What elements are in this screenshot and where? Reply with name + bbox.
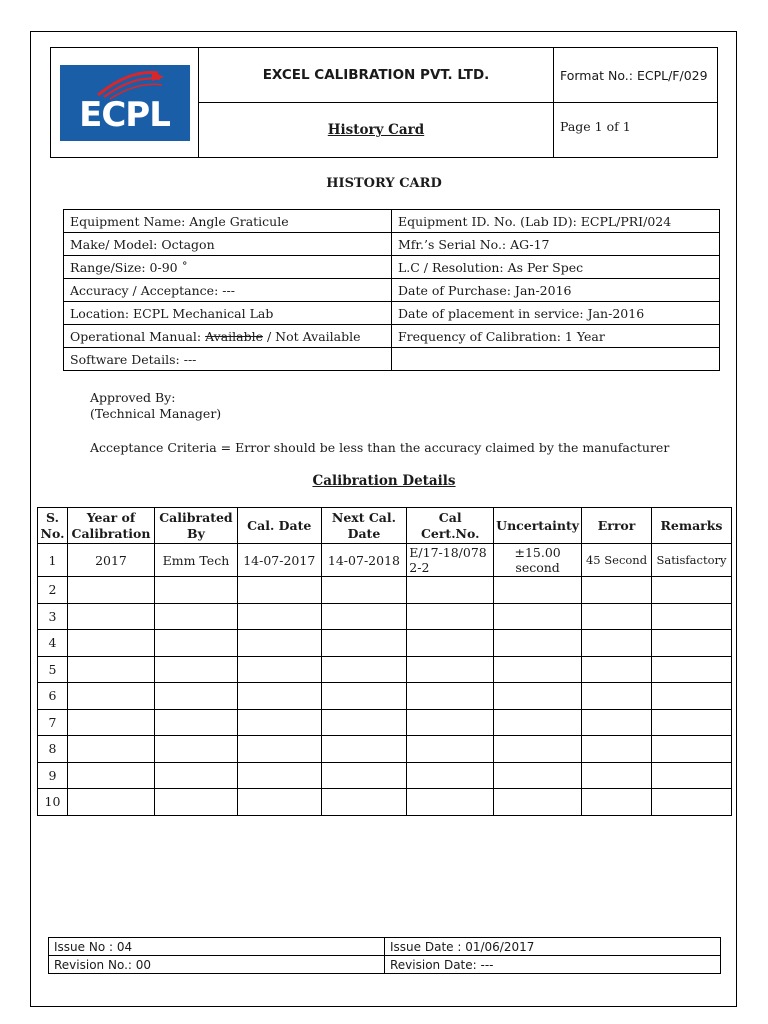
equipment-cell: Accuracy / Acceptance: --- — [64, 279, 392, 302]
calibration-row — [38, 683, 732, 710]
document-title: History Card — [199, 103, 554, 158]
calibration-cell — [237, 736, 321, 763]
calibration-cell — [237, 709, 321, 736]
equipment-cell: Equipment ID. No. (Lab ID): ECPL/PRI/024 — [392, 210, 720, 233]
logo-text: ECPL — [79, 94, 170, 135]
approved-by-label: Approved By: — [90, 390, 176, 405]
calibration-cell — [494, 736, 582, 763]
calibration-header: Cal Cert.No. — [407, 508, 494, 544]
equipment-table — [63, 209, 720, 371]
equipment-row — [64, 279, 720, 302]
calibration-cell — [67, 683, 154, 710]
calibration-cell — [651, 736, 731, 763]
calibration-cell: 45 Second — [582, 544, 652, 577]
calibration-cell — [494, 630, 582, 657]
equipment-cell: Mfr.’s Serial No.: AG-17 — [392, 233, 720, 256]
equipment-row — [64, 325, 720, 348]
calibration-cell: 14-07-2017 — [237, 544, 321, 577]
calibration-header: Calibrated By — [154, 508, 237, 544]
manual-available-struck: Available — [205, 328, 263, 344]
equipment-cell: Range/Size: 0-90 ˚ — [64, 256, 392, 279]
calibration-cell — [67, 656, 154, 683]
calibration-cell — [237, 762, 321, 789]
issue-date: Issue Date : 01/06/2017 — [385, 938, 721, 956]
calibration-cell — [494, 709, 582, 736]
calibration-row — [38, 603, 732, 630]
calibration-cell — [321, 603, 407, 630]
calibration-header: Remarks — [651, 508, 731, 544]
calibration-cell — [582, 789, 652, 816]
calibration-cell — [407, 656, 494, 683]
equipment-cell — [64, 325, 392, 348]
page-number: Page 1 of 1 — [554, 103, 718, 158]
calibration-cell — [154, 577, 237, 604]
calibration-cell: 4 — [38, 630, 68, 657]
calibration-cell — [67, 789, 154, 816]
calibration-cell — [154, 789, 237, 816]
equipment-row — [64, 302, 720, 325]
calibration-cell — [407, 762, 494, 789]
calibration-cell — [407, 709, 494, 736]
calibration-cell — [321, 709, 407, 736]
company-logo — [60, 65, 190, 141]
equipment-cell: Make/ Model: Octagon — [64, 233, 392, 256]
calibration-cell — [651, 709, 731, 736]
equipment-cell: Location: ECPL Mechanical Lab — [64, 302, 392, 325]
calibration-cell: Emm Tech — [154, 544, 237, 577]
calibration-cell: ±15.00 second — [494, 544, 582, 577]
calibration-header: Year of Calibration — [67, 508, 154, 544]
calibration-cell — [494, 789, 582, 816]
calibration-cell — [407, 789, 494, 816]
calibration-cell — [494, 656, 582, 683]
calibration-cell — [237, 577, 321, 604]
calibration-cell — [582, 603, 652, 630]
calibration-cell: 7 — [38, 709, 68, 736]
calibration-cell — [321, 630, 407, 657]
calibration-cell: 8 — [38, 736, 68, 763]
calibration-cell — [582, 683, 652, 710]
footer-table — [48, 937, 721, 974]
calibration-cell — [237, 789, 321, 816]
calibration-cell — [67, 603, 154, 630]
revision-number: Revision No.: 00 — [49, 956, 385, 974]
calibration-cell — [494, 603, 582, 630]
calibration-cell: 10 — [38, 789, 68, 816]
calibration-cell — [407, 683, 494, 710]
calibration-cell — [407, 577, 494, 604]
calibration-header: Uncertainty — [494, 508, 582, 544]
document-header — [50, 47, 718, 158]
calibration-header: S. No. — [38, 508, 68, 544]
manual-label: Operational Manual: — [70, 328, 202, 344]
calibration-header: Cal. Date — [237, 508, 321, 544]
equipment-cell: Frequency of Calibration: 1 Year — [392, 325, 720, 348]
calibration-cell — [407, 603, 494, 630]
company-name: EXCEL CALIBRATION PVT. LTD. — [199, 48, 554, 103]
calibration-cell — [494, 683, 582, 710]
calibration-cell — [321, 789, 407, 816]
approval-block — [90, 390, 221, 422]
calibration-cell — [651, 789, 731, 816]
equipment-row — [64, 233, 720, 256]
equipment-cell: Software Details: --- — [64, 348, 392, 371]
calibration-header: Error — [582, 508, 652, 544]
calibration-cell — [154, 762, 237, 789]
calibration-cell — [321, 656, 407, 683]
calibration-cell — [651, 683, 731, 710]
equipment-cell: Date of Purchase: Jan-2016 — [392, 279, 720, 302]
format-number: Format No.: ECPL/F/029 — [554, 48, 718, 103]
calibration-cell — [582, 709, 652, 736]
calibration-cell — [237, 603, 321, 630]
calibration-cell — [67, 577, 154, 604]
calibration-row — [38, 709, 732, 736]
issue-number: Issue No : 04 — [49, 938, 385, 956]
calibration-cell — [321, 762, 407, 789]
calibration-cell: 3 — [38, 603, 68, 630]
calibration-cell — [407, 630, 494, 657]
calibration-cell — [651, 603, 731, 630]
equipment-row — [64, 348, 720, 371]
calibration-cell — [154, 736, 237, 763]
calibration-cell: 5 — [38, 656, 68, 683]
calibration-cell — [651, 577, 731, 604]
calibration-cell — [321, 577, 407, 604]
calibration-row — [38, 577, 732, 604]
calibration-row — [38, 656, 732, 683]
revision-date: Revision Date: --- — [385, 956, 721, 974]
calibration-cell — [154, 656, 237, 683]
calibration-cell — [154, 630, 237, 657]
calibration-row — [38, 762, 732, 789]
calibration-row — [38, 736, 732, 763]
calibration-cell: 1 — [38, 544, 68, 577]
calibration-cell — [154, 683, 237, 710]
calibration-cell — [237, 656, 321, 683]
calibration-cell — [321, 736, 407, 763]
calibration-row — [38, 630, 732, 657]
calibration-cell — [582, 736, 652, 763]
page-title: HISTORY CARD — [326, 176, 442, 191]
calibration-title: Calibration Details — [312, 473, 456, 489]
calibration-cell: E/17-18/0782-2 — [407, 544, 494, 577]
calibration-cell: 2017 — [67, 544, 154, 577]
calibration-cell — [321, 683, 407, 710]
calibration-header: Next Cal. Date — [321, 508, 407, 544]
calibration-cell — [237, 683, 321, 710]
calibration-cell: Satisfactory — [651, 544, 731, 577]
calibration-cell — [582, 630, 652, 657]
calibration-table — [37, 507, 732, 816]
equipment-cell — [392, 348, 720, 371]
calibration-cell — [494, 577, 582, 604]
calibration-cell — [407, 736, 494, 763]
calibration-cell — [67, 630, 154, 657]
calibration-cell — [154, 709, 237, 736]
calibration-cell — [651, 630, 731, 657]
calibration-cell — [67, 736, 154, 763]
calibration-cell — [582, 656, 652, 683]
calibration-cell — [154, 603, 237, 630]
equipment-row — [64, 256, 720, 279]
calibration-cell: 2 — [38, 577, 68, 604]
calibration-cell: 9 — [38, 762, 68, 789]
calibration-row — [38, 544, 732, 577]
calibration-cell: 6 — [38, 683, 68, 710]
equipment-row — [64, 210, 720, 233]
calibration-row — [38, 789, 732, 816]
calibration-cell — [651, 656, 731, 683]
equipment-cell: L.C / Resolution: As Per Spec — [392, 256, 720, 279]
calibration-cell — [67, 709, 154, 736]
manual-not-available: / Not Available — [263, 328, 361, 344]
equipment-cell: Equipment Name: Angle Graticule — [64, 210, 392, 233]
equipment-cell: Date of placement in service: Jan-2016 — [392, 302, 720, 325]
logo-cell — [51, 48, 199, 158]
calibration-cell — [494, 762, 582, 789]
approver-role: (Technical Manager) — [90, 406, 222, 421]
calibration-cell — [582, 762, 652, 789]
calibration-cell: 14-07-2018 — [321, 544, 407, 577]
calibration-cell — [67, 762, 154, 789]
acceptance-criteria: Acceptance Criteria = Error should be less than the accuracy claimed by the manufacturer — [90, 440, 670, 455]
calibration-cell — [237, 630, 321, 657]
calibration-cell — [582, 577, 652, 604]
calibration-cell — [651, 762, 731, 789]
